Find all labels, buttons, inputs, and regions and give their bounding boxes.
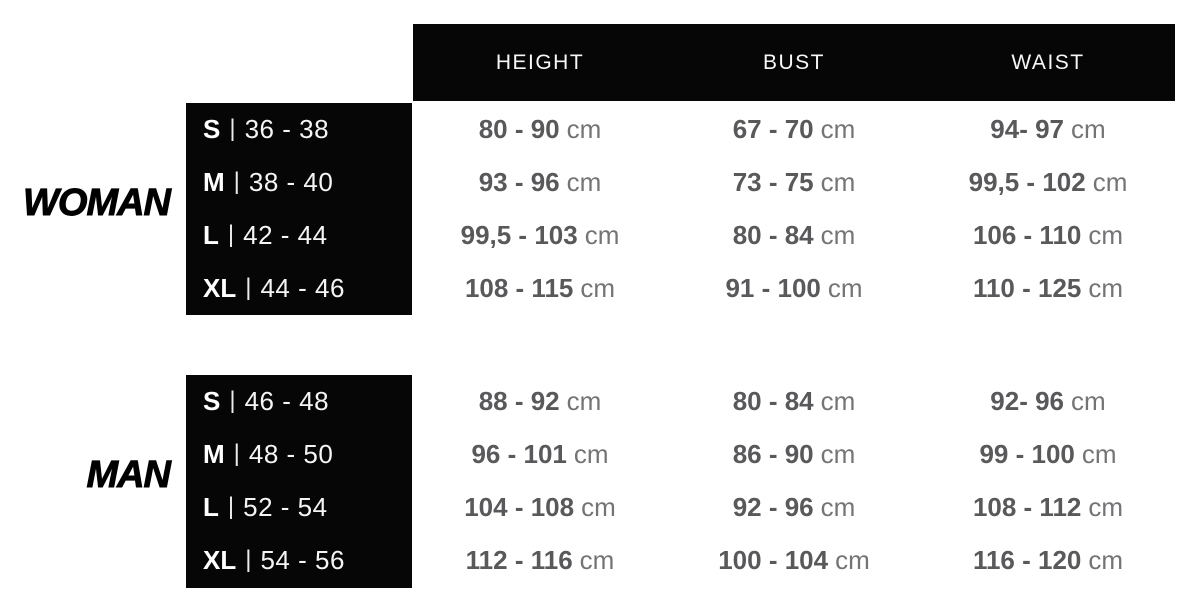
size-divider: | [233,439,240,467]
section-label-woman: WOMAN [23,181,170,224]
size-row [186,481,412,534]
measurement-unit: cm [820,220,856,250]
measurement-unit: cm [1088,220,1124,250]
size-letter: M [203,439,225,469]
measurement-unit: cm [1092,167,1128,197]
size-row [186,428,412,481]
size-divider: | [245,545,252,573]
bust-cell [667,534,921,587]
measurement-value: 80 - 84 [732,386,814,416]
measurement-value: 86 - 90 [732,439,814,469]
measurement-value: 104 - 108 [464,492,575,522]
bust-cell [667,481,921,534]
measurement-unit: cm [1088,545,1124,575]
waist-cell [921,428,1175,481]
height-cell [413,103,667,156]
measurement-unit: cm [566,167,602,197]
measurement-value: 92- 96 [990,386,1065,416]
size-row [186,375,412,428]
measurement-unit: cm [579,545,615,575]
measurement-unit: cm [581,492,616,522]
size-box-man [186,375,412,588]
height-cell [413,262,667,315]
waist-cell [921,481,1175,534]
height-cell [413,534,667,587]
size-divider: | [229,386,236,414]
size-letter: L [203,220,219,250]
measurement-unit: cm [827,273,863,303]
column-header-height: HEIGHT [495,50,585,74]
measurement-unit: cm [580,273,616,303]
measurement-unit: cm [820,386,856,416]
measurement-unit: cm [566,114,602,144]
waist-cell [921,103,1175,156]
size-divider: | [227,492,235,520]
size-letter: S [203,386,221,416]
size-row [186,103,412,156]
measurement-value: 73 - 75 [732,167,814,197]
measurement-value: 108 - 112 [972,492,1082,522]
waist-cell [921,262,1175,315]
column-header-bar [413,24,1175,101]
measurements-man [413,375,1175,587]
column-header-bust: BUST [762,50,825,74]
measurement-unit: cm [1088,273,1124,303]
measurement-value: 88 - 92 [478,386,560,416]
size-divider: | [227,220,235,248]
size-letter: L [203,492,219,522]
size-letter: S [203,114,221,144]
size-range: 38 - 40 [248,167,334,197]
waist-cell [921,375,1175,428]
measurement-value: 67 - 70 [732,114,814,144]
size-row [186,534,412,587]
size-row [186,156,412,209]
measurement-value: 92 - 96 [732,492,814,522]
measurement-value: 80 - 90 [478,114,560,144]
size-divider: | [233,167,240,195]
column-header-waist: WAIST [1011,50,1085,74]
size-divider: | [229,114,236,142]
size-range: 46 - 48 [244,386,330,416]
measurement-value: 99,5 - 103 [460,220,578,250]
measurement-value: 80 - 84 [732,220,814,250]
measurement-unit: cm [1071,114,1106,144]
height-cell [413,481,667,534]
size-letter: M [203,167,225,197]
waist-cell [921,209,1175,262]
measurement-unit: cm [1081,439,1117,469]
measurement-value: 94- 97 [990,114,1065,144]
measurement-value: 91 - 100 [725,273,821,303]
bust-cell [667,375,921,428]
measurement-value: 93 - 96 [478,167,560,197]
section-label-zone-man [0,375,170,588]
measurement-unit: cm [566,386,602,416]
measurement-value: 96 - 101 [471,439,567,469]
section-label-man: MAN [86,454,170,496]
waist-cell [921,156,1175,209]
height-cell [413,156,667,209]
measurements-woman [413,103,1175,315]
size-row [186,209,412,262]
measurement-unit: cm [820,167,856,197]
size-range: 52 - 54 [243,492,328,522]
waist-cell [921,534,1175,587]
measurement-unit: cm [835,545,870,575]
measurement-value: 112 - 116 [465,545,573,575]
height-cell [413,428,667,481]
bust-cell [667,209,921,262]
measurement-value: 116 - 120 [972,545,1082,575]
measurement-value: 100 - 104 [718,545,829,575]
measurement-unit: cm [573,439,609,469]
measurement-unit: cm [820,492,856,522]
size-letter: XL [203,545,237,575]
measurement-unit: cm [1088,492,1124,522]
measurement-unit: cm [1071,386,1106,416]
size-box-woman [186,103,412,315]
measurement-value: 108 - 115 [464,273,574,303]
bust-cell [667,156,921,209]
measurement-unit: cm [820,439,856,469]
measurement-value: 99 - 100 [979,439,1075,469]
size-divider: | [245,273,252,301]
size-row [186,262,412,315]
size-range: 36 - 38 [244,114,330,144]
height-cell [413,209,667,262]
measurement-unit: cm [820,114,856,144]
bust-cell [667,428,921,481]
size-range: 42 - 44 [243,220,328,250]
size-range: 44 - 46 [260,273,345,303]
bust-cell [667,262,921,315]
measurement-unit: cm [584,220,620,250]
measurement-value: 110 - 125 [972,273,1082,303]
section-label-zone-woman [0,103,170,315]
size-letter: XL [203,273,237,303]
size-range: 48 - 50 [248,439,334,469]
size-range: 54 - 56 [260,545,345,575]
measurement-value: 99,5 - 102 [968,167,1086,197]
bust-cell [667,103,921,156]
measurement-value: 106 - 110 [972,220,1082,250]
height-cell [413,375,667,428]
